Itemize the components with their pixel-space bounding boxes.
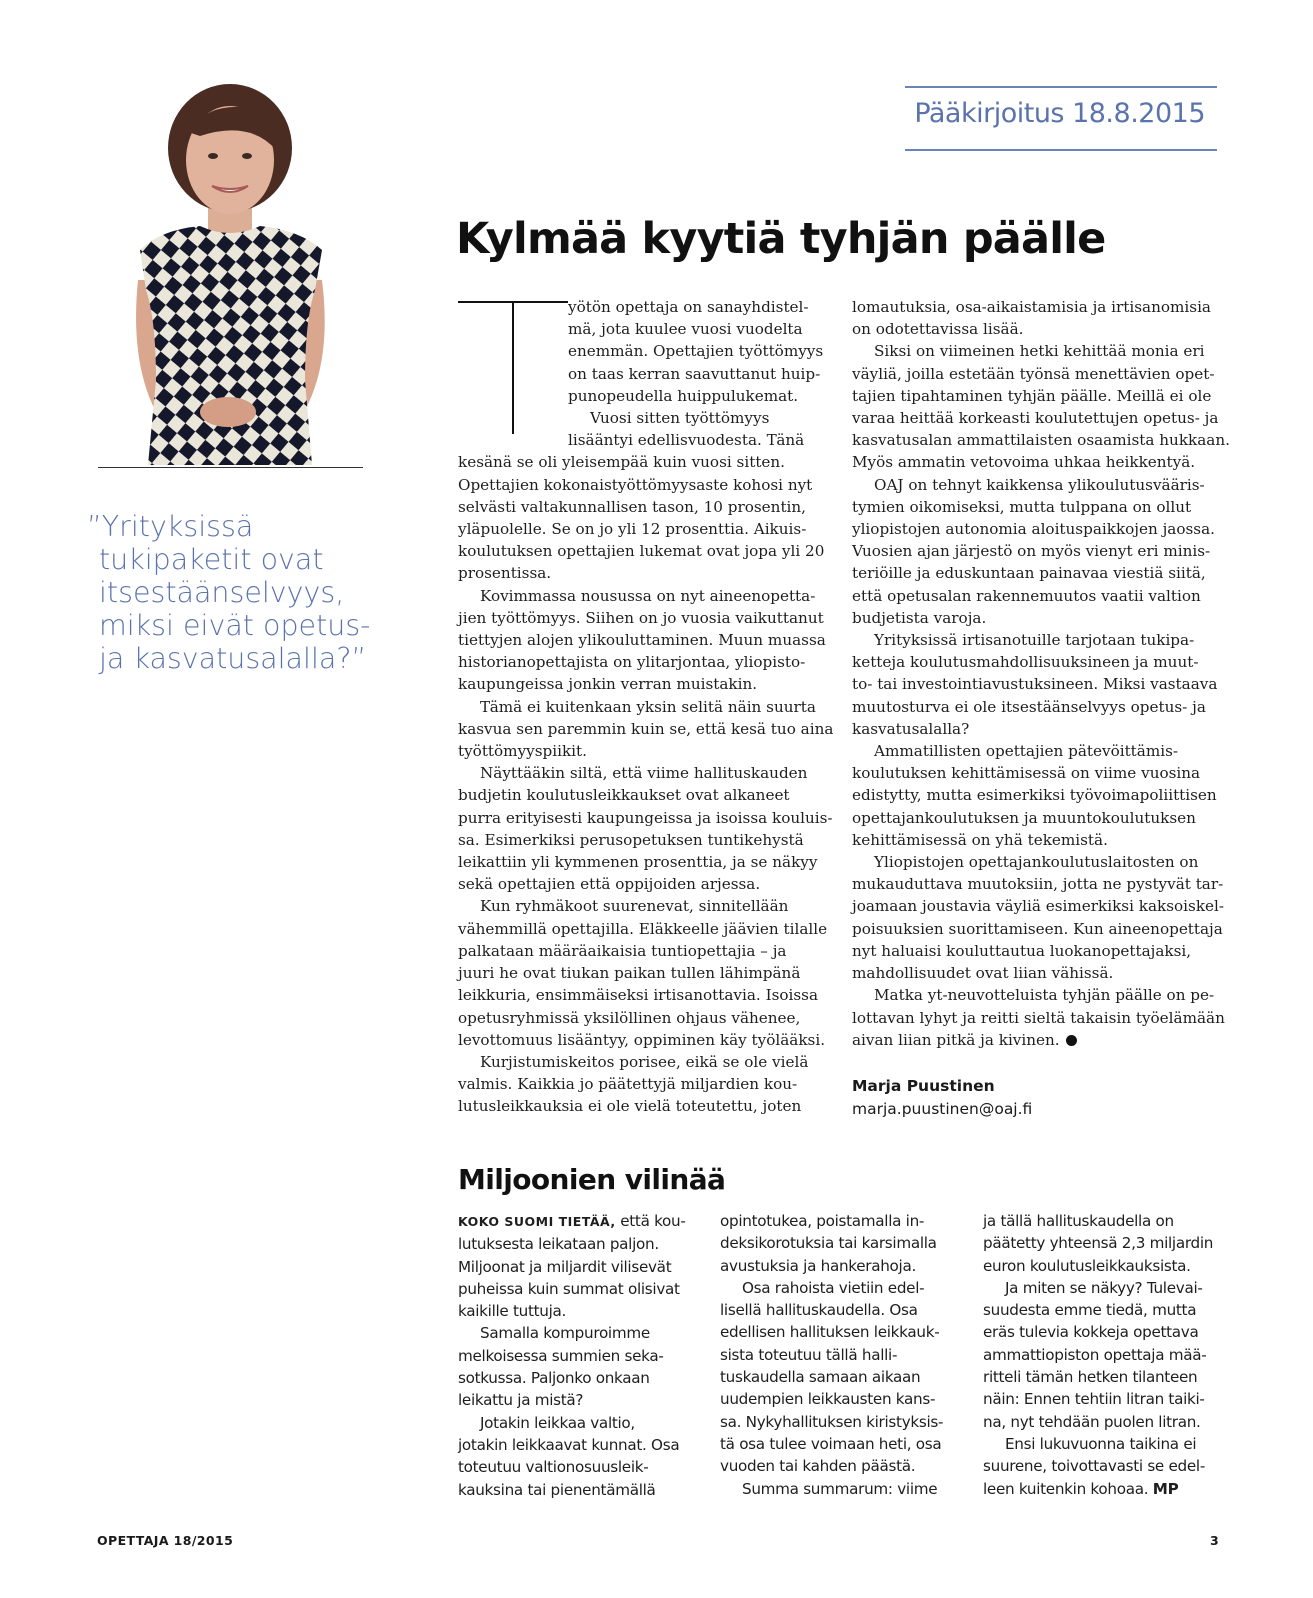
text-line bbox=[720, 1210, 965, 1232]
text-line-content: Myös ammatin vetovoima uhkaa heikkentyä. bbox=[852, 453, 1196, 472]
text-line bbox=[852, 673, 1222, 695]
text-line bbox=[983, 1321, 1228, 1343]
text-line bbox=[458, 296, 828, 318]
byline bbox=[852, 1075, 1032, 1121]
author-email[interactable]: marja.puustinen@oaj.fi bbox=[852, 1100, 1033, 1118]
section-kicker: Pääkirjoitus 18.8.2015 bbox=[914, 98, 1205, 129]
text-line-content: Siksi on viimeinen hetki kehittää monia eri bbox=[874, 342, 1205, 361]
pull-quote bbox=[87, 510, 372, 675]
text-line bbox=[458, 451, 828, 473]
text-line bbox=[852, 740, 1222, 762]
text-line-content: valmis. Kaikkia jo päätettyjä miljardien kou- bbox=[458, 1075, 798, 1094]
text-line-content: suudesta emme tiedä, mutta bbox=[983, 1301, 1197, 1320]
sidebar-headline: Miljoonien vilinää bbox=[458, 1163, 726, 1196]
text-line bbox=[852, 318, 1222, 340]
text-line bbox=[458, 1434, 703, 1456]
text-line bbox=[852, 451, 1222, 473]
text-line-content: jotakin leikkaavat kunnat. Osa bbox=[458, 1435, 680, 1454]
text-line-content: päätetty yhteensä 2,3 miljardin bbox=[983, 1234, 1214, 1253]
text-line bbox=[983, 1232, 1228, 1254]
text-line-content: budjetin koulutusleikkaukset ovat alkaneet bbox=[458, 786, 790, 805]
text-line bbox=[983, 1433, 1228, 1455]
text-line-content: uudempien leikkausten kans- bbox=[720, 1390, 936, 1409]
text-line-content: Samalla kompuroimme bbox=[480, 1324, 650, 1343]
text-line bbox=[458, 1256, 703, 1278]
sidebar-column-1 bbox=[458, 1210, 703, 1501]
text-line bbox=[983, 1210, 1228, 1232]
text-line bbox=[720, 1433, 965, 1455]
text-line-content: yläpuolelle. Se on jo yli 12 prosenttia. Aikuis- bbox=[458, 520, 807, 539]
text-line bbox=[458, 651, 828, 673]
text-line bbox=[458, 718, 834, 740]
text-line bbox=[458, 518, 828, 540]
text-line-content: kaikille tuttuja. bbox=[458, 1302, 567, 1321]
text-line bbox=[852, 562, 1222, 584]
text-line bbox=[458, 673, 828, 695]
text-line bbox=[852, 363, 1222, 385]
text-line bbox=[852, 873, 1222, 895]
text-line bbox=[458, 696, 828, 718]
text-line bbox=[720, 1277, 965, 1299]
text-line-content: tymien oikomiseksi, mutta tulppana on ollut bbox=[852, 497, 1192, 516]
text-line-content: mahdollisuudet ovat liian vähissä. bbox=[852, 964, 1114, 983]
text-line bbox=[458, 1233, 703, 1255]
kicker-rule-top bbox=[905, 86, 1217, 88]
lead-in: KOKO SUOMI TIETÄÄ, bbox=[458, 1214, 616, 1229]
text-line bbox=[720, 1232, 965, 1254]
text-line-content: työttömyyspiikit. bbox=[458, 742, 587, 761]
kicker-rule-bottom bbox=[905, 149, 1217, 151]
text-line-content: edellisen hallituksen leikkauk- bbox=[720, 1323, 940, 1342]
text-line-content: Jotakin leikkaa valtio, bbox=[480, 1413, 635, 1432]
article-column-2 bbox=[852, 296, 1230, 1051]
text-line-content: Opettajien kokonaistyöttömyysaste kohosi nyt bbox=[458, 475, 813, 494]
text-line bbox=[852, 851, 1222, 873]
text-line-content: näin: Ennen tehtiin litran taiki- bbox=[983, 1390, 1205, 1409]
text-line-content: koulutuksen opettajien lukemat ovat jopa yli 20 bbox=[458, 542, 825, 561]
text-line-content: leikattu ja mistä? bbox=[458, 1391, 584, 1410]
text-line-content: aivan liian pitkä ja kivinen. bbox=[852, 1030, 1060, 1049]
text-line bbox=[852, 784, 1222, 806]
text-line bbox=[458, 363, 828, 385]
text-line bbox=[458, 984, 828, 1006]
text-line bbox=[720, 1366, 965, 1388]
text-line-content: Ensi lukuvuonna taikina ei bbox=[1005, 1434, 1197, 1453]
pull-quote-line: ja kasvatusalalla?” bbox=[99, 642, 367, 675]
text-line-content: kauksina tai pienentämällä bbox=[458, 1480, 656, 1499]
text-line bbox=[458, 1278, 703, 1300]
text-line bbox=[458, 784, 828, 806]
text-line bbox=[458, 1073, 828, 1095]
text-line-content: puheissa kuin summat olisivat bbox=[458, 1279, 680, 1298]
text-line-content: deksikorotuksia tai karsimalla bbox=[720, 1234, 937, 1253]
page-number: 3 bbox=[1210, 1533, 1219, 1548]
text-line-content: Ja miten se näkyy? Tulevai- bbox=[1005, 1278, 1203, 1297]
text-line bbox=[458, 496, 828, 518]
text-line bbox=[458, 1367, 703, 1389]
text-line bbox=[852, 585, 1222, 607]
text-line-content: väyliä, joilla estetään työnsä menettävien opet- bbox=[852, 364, 1215, 383]
text-line-content: yliopistojen autonomia aloituspaikkojen jaossa. bbox=[852, 520, 1215, 539]
text-line-content: historianopettajista on ylitarjontaa, yliopisto- bbox=[458, 653, 806, 672]
text-line bbox=[720, 1478, 965, 1500]
text-line-content: leikattiin yli kymmenen prosenttia, ja se näkyy bbox=[458, 853, 818, 872]
text-line-content: sa. Nykyhallituksen kiristyksis- bbox=[720, 1412, 944, 1431]
pull-quote-line: tukipaketit ovat bbox=[99, 543, 324, 576]
text-line-content: kesänä se oli yleisempää kuin vuosi sitten. bbox=[458, 453, 786, 472]
text-line-content: Kurjistumiskeitos porisee, eikä se ole vielä bbox=[480, 1052, 809, 1071]
text-line bbox=[983, 1277, 1228, 1299]
text-line-content: avustuksia ja hankerahoja. bbox=[720, 1256, 917, 1275]
text-line-content: teriöille ja eduskuntaan painavaa viestiä siitä, bbox=[852, 564, 1206, 583]
text-line bbox=[458, 607, 828, 629]
text-line bbox=[983, 1299, 1228, 1321]
text-line-content: yötön opettaja on sanayhdistel- bbox=[568, 298, 809, 316]
text-line bbox=[458, 1029, 828, 1051]
text-line-content: prosentissa. bbox=[458, 564, 552, 583]
text-line bbox=[458, 540, 828, 562]
text-line-content: melkoisessa summien seka- bbox=[458, 1346, 664, 1365]
text-line bbox=[983, 1255, 1228, 1277]
text-line bbox=[852, 540, 1222, 562]
text-line bbox=[458, 1300, 703, 1322]
text-line-content: lottavan lyhyt ja reitti sieltä takaisin työelämään bbox=[852, 1008, 1225, 1027]
text-line-content: opettajankoulutuksen ja muuntokoulutuksen bbox=[852, 808, 1196, 827]
text-line-content: na, nyt tehdään puolen litran. bbox=[983, 1412, 1201, 1431]
text-line-content: kaupungeissa jonkin verran muistakin. bbox=[458, 675, 758, 694]
text-line bbox=[458, 407, 828, 429]
text-line-content: leen kuitenkin kohoaa. bbox=[983, 1479, 1149, 1498]
text-line bbox=[458, 429, 828, 451]
text-line bbox=[983, 1411, 1228, 1433]
text-line-content: kasvua sen paremmin kuin se, että kesä tuo aina bbox=[458, 719, 834, 738]
text-line bbox=[458, 318, 828, 340]
text-line bbox=[720, 1388, 965, 1410]
text-line-content: että kou- bbox=[615, 1212, 686, 1230]
text-line bbox=[458, 562, 828, 584]
text-line-content: Matka yt-neuvotteluista tyhjän päälle on pe- bbox=[874, 986, 1215, 1005]
text-line-content: ammattiopiston opettaja mää- bbox=[983, 1345, 1207, 1364]
text-line-content: palkataan määräaikaisia tuntiopettajia – ja bbox=[458, 941, 787, 960]
text-line-content: suurene, toivottavasti se edel- bbox=[983, 1457, 1206, 1476]
text-line bbox=[852, 696, 1222, 718]
text-line bbox=[458, 340, 828, 362]
text-line-content: lisääntyi edellisvuodesta. Tänä bbox=[568, 431, 805, 450]
text-line-content: edistytty, mutta esimerkiksi työvoimapoliittisen bbox=[852, 786, 1217, 805]
text-line bbox=[720, 1255, 965, 1277]
text-line bbox=[720, 1299, 965, 1321]
text-line-content: toteutuu valtionosuusleik- bbox=[458, 1458, 649, 1477]
text-line-content: sekä opettajien että oppijoiden arjessa. bbox=[458, 875, 761, 894]
text-line-content: lomautuksia, osa-aikaistamisia ja irtisanomisia bbox=[852, 298, 1211, 316]
text-line-content: jien työttömyys. Siihen on jo vuosia vaikuttanut bbox=[458, 608, 824, 627]
text-line bbox=[458, 629, 828, 651]
text-line bbox=[720, 1455, 965, 1477]
text-line bbox=[852, 918, 1222, 940]
text-line-content: opetusryhmissä yksilöllinen ohjaus vähenee, bbox=[458, 1008, 801, 1027]
text-line-content: Vuosien ajan järjestö on myös vienyt eri minis- bbox=[852, 542, 1211, 561]
text-line bbox=[852, 385, 1222, 407]
text-line bbox=[458, 1412, 703, 1434]
text-line bbox=[458, 1389, 703, 1411]
text-line-content: tiettyjen alojen ylikouluttaminen. Muun muassa bbox=[458, 631, 826, 650]
text-line-content: muutosturva ei ole itsestäänselvyys opetus- ja bbox=[852, 697, 1206, 716]
text-line-content: OAJ on tehnyt kaikkensa ylikoulutusvääris- bbox=[874, 475, 1205, 494]
text-line bbox=[852, 407, 1222, 429]
text-line-content: leikkuria, ensimmäiseksi irtisanottavia. Isoissa bbox=[458, 986, 819, 1005]
text-line-content: Kun ryhmäkoot suurenevat, sinnitellään bbox=[480, 897, 789, 916]
text-line bbox=[852, 496, 1222, 518]
text-line bbox=[458, 807, 833, 829]
pull-quote-line: itsestäänselvyys, bbox=[99, 576, 345, 609]
text-line bbox=[458, 1210, 703, 1233]
text-line bbox=[458, 940, 828, 962]
text-line-content: lisellä hallituskaudella. Osa bbox=[720, 1301, 918, 1320]
text-line-content: kasvatusalan ammattilaisten osaamista hukkaan. bbox=[852, 431, 1230, 450]
text-line-content: euron koulutusleikkauksista. bbox=[983, 1256, 1191, 1275]
text-line-content: eräs tulevia kokkeja opettava bbox=[983, 1323, 1199, 1342]
text-line bbox=[852, 807, 1222, 829]
text-line bbox=[852, 629, 1222, 651]
text-line-content: sista toteutuu tällä halli- bbox=[720, 1345, 898, 1364]
text-line bbox=[458, 1479, 703, 1501]
pull-quote-line: miksi eivät opetus- bbox=[99, 609, 371, 642]
text-line-content: Yliopistojen opettajankoulutuslaitosten on bbox=[874, 853, 1199, 872]
sidebar-column-2 bbox=[720, 1210, 965, 1500]
text-line bbox=[458, 585, 828, 607]
text-line bbox=[852, 651, 1222, 673]
text-line bbox=[458, 1095, 828, 1117]
text-line bbox=[458, 851, 828, 873]
text-line-content: Yrityksissä irtisanotuille tarjotaan tukipa- bbox=[874, 631, 1195, 650]
text-line-content: varaa heittää korkeasti koulutettujen opetus- ja bbox=[852, 409, 1219, 428]
text-line bbox=[458, 829, 828, 851]
author-portrait bbox=[100, 80, 360, 465]
text-line-content: Tämä ei kuitenkaan yksin selitä näin suurta bbox=[480, 697, 816, 716]
text-line bbox=[458, 895, 828, 917]
text-line bbox=[458, 1456, 703, 1478]
text-line-content: poisuuksien suorittamiseen. Kun aineenopettaja bbox=[852, 919, 1223, 938]
text-line bbox=[852, 895, 1225, 917]
text-line bbox=[852, 829, 1222, 851]
text-line bbox=[852, 607, 1222, 629]
text-line bbox=[983, 1344, 1228, 1366]
author-name: Marja Puustinen bbox=[852, 1077, 995, 1095]
text-line-content: levottomuus lisääntyy, oppiminen käy työlääksi. bbox=[458, 1030, 826, 1049]
text-line-content: enemmän. Opettajien työttömyys bbox=[568, 342, 824, 361]
text-line-content: punopeudella huippulukemat. bbox=[568, 386, 799, 405]
text-line-content: tä osa tulee voimaan heti, osa bbox=[720, 1434, 942, 1453]
text-line bbox=[458, 1345, 703, 1367]
text-line bbox=[720, 1411, 965, 1433]
text-line bbox=[458, 474, 828, 496]
text-line-content: tajien tipahtaminen tyhjän päälle. Meillä ei ole bbox=[852, 386, 1212, 405]
author-initials: MP bbox=[1152, 1479, 1179, 1498]
text-line bbox=[458, 740, 828, 762]
text-line-content: ketteja koulutusmahdollisuuksineen ja muut- bbox=[852, 653, 1199, 672]
text-line-content: mä, jota kuulee vuosi vuodelta bbox=[568, 320, 803, 339]
text-line-content: sotkussa. Paljonko onkaan bbox=[458, 1369, 650, 1388]
text-line bbox=[983, 1455, 1228, 1477]
text-line bbox=[720, 1321, 965, 1343]
text-line-content: että opetusalan rakennemuutos vaatii valtion bbox=[852, 586, 1201, 605]
text-line bbox=[852, 518, 1222, 540]
end-mark-icon bbox=[1066, 1035, 1077, 1046]
text-line bbox=[983, 1366, 1228, 1388]
text-line-content: tuskaudella samaan aikaan bbox=[720, 1368, 921, 1387]
text-line bbox=[852, 1029, 1222, 1051]
text-line-content: joamaan joustavia väyliä esimerkiksi kaksoiskel- bbox=[852, 897, 1225, 916]
text-line-content: Summa summarum: viime bbox=[742, 1479, 938, 1498]
text-line-content: kasvatusalalla? bbox=[852, 719, 970, 738]
text-line-content: ritteli tämän hetken tilanteen bbox=[983, 1368, 1198, 1387]
text-line bbox=[852, 718, 1222, 740]
text-line-content: juuri he ovat tiukan paikan tullen lähimpänä bbox=[458, 964, 801, 983]
text-line bbox=[852, 429, 1230, 451]
text-line bbox=[458, 1051, 828, 1073]
text-line-content: vuoden tai kahden päästä. bbox=[720, 1457, 916, 1476]
text-line bbox=[458, 918, 828, 940]
text-line bbox=[458, 873, 828, 895]
text-line bbox=[852, 474, 1222, 496]
text-line-content: nyt haluaisi kouluttautua luokanopettajaksi, bbox=[852, 941, 1192, 960]
text-line-content: lutuksesta leikataan paljon. bbox=[458, 1235, 659, 1254]
text-line bbox=[458, 385, 828, 407]
text-line-content: ja tällä hallituskaudella on bbox=[983, 1212, 1174, 1230]
text-line-content: Ammatillisten opettajien pätevöittämis- bbox=[874, 742, 1179, 761]
portrait-rule bbox=[98, 467, 363, 468]
pull-quote-line: ”Yrityksissä bbox=[87, 510, 254, 543]
sidebar-column-3 bbox=[983, 1210, 1228, 1500]
text-line-content: selvästi valtakunnallisen tason, 10 prosentin, bbox=[458, 497, 807, 516]
text-line-content: Vuosi sitten työttömyys bbox=[590, 409, 770, 428]
text-line-content: budjetista varoja. bbox=[852, 608, 987, 627]
text-line bbox=[852, 940, 1222, 962]
publication-footer: OPETTAJA 18/2015 bbox=[97, 1533, 234, 1548]
text-line bbox=[983, 1388, 1228, 1410]
text-line-content: on taas kerran saavuttanut huip- bbox=[568, 364, 821, 383]
text-line bbox=[458, 762, 828, 784]
text-line-content: to- tai investointiavustuksineen. Miksi vastaava bbox=[852, 675, 1218, 694]
text-line-content: vähemmillä opettajilla. Eläkkeelle jäävien tilalle bbox=[458, 919, 828, 938]
text-line-content: Osa rahoista vietiin edel- bbox=[742, 1278, 925, 1297]
text-line-content: kehittämisessä on yhä tekemistä. bbox=[852, 830, 1108, 849]
text-line-content: Miljoonat ja miljardit vilisevät bbox=[458, 1257, 672, 1276]
text-line bbox=[983, 1478, 1228, 1500]
text-line bbox=[852, 296, 1222, 318]
text-line bbox=[458, 1322, 703, 1344]
text-line bbox=[852, 984, 1222, 1006]
text-line bbox=[852, 340, 1222, 362]
text-line-content: Näyttääkin siltä, että viime hallituskauden bbox=[480, 764, 808, 783]
text-line-content: Kovimmassa nousussa on nyt aineenopetta- bbox=[480, 586, 816, 605]
text-line bbox=[852, 962, 1222, 984]
text-line-content: lutusleikkauksia ei ole vielä toteutettu, joten bbox=[458, 1097, 802, 1116]
text-line-content: opintotukea, poistamalla in- bbox=[720, 1212, 925, 1230]
text-line bbox=[458, 1007, 828, 1029]
text-line bbox=[852, 1007, 1225, 1029]
text-line-content: purra erityisesti kaupungeissa ja isoissa kouluis- bbox=[458, 808, 833, 827]
text-line-content: sa. Esimerkiksi perusopetuksen tuntikehystä bbox=[458, 830, 804, 849]
text-line bbox=[720, 1344, 965, 1366]
text-line-content: koulutuksen kehittämisessä on viime vuosina bbox=[852, 764, 1201, 783]
text-line bbox=[852, 762, 1222, 784]
text-line-content: on odotettavissa lisää. bbox=[852, 320, 1024, 339]
article-headline: Kylmää kyytiä tyhjän päälle bbox=[456, 214, 1106, 264]
portrait-photo-icon bbox=[100, 80, 360, 465]
text-line bbox=[458, 962, 828, 984]
text-line-content: mukauduttava muutoksiin, jotta ne pystyvät tar- bbox=[852, 875, 1224, 894]
article-column-1 bbox=[458, 296, 834, 1118]
